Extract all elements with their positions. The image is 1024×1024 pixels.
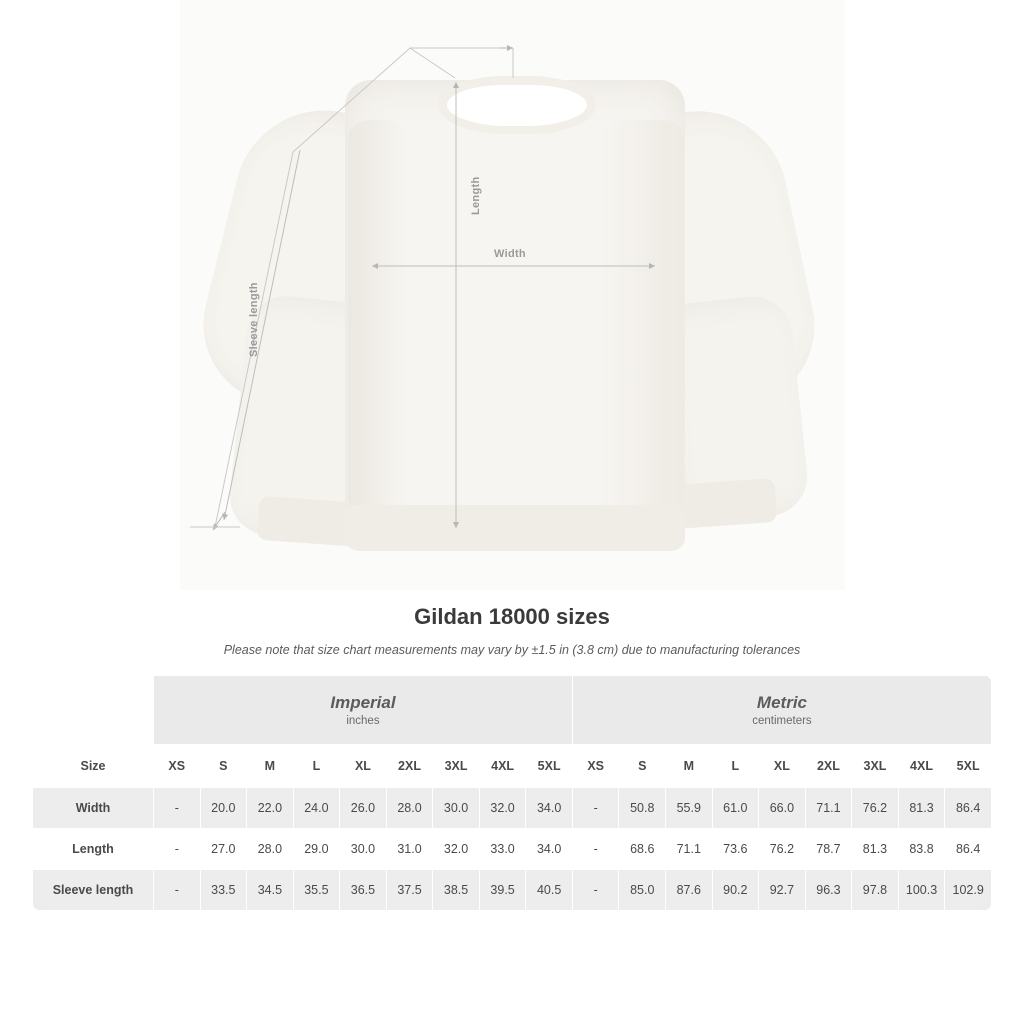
size-header-cell: S [200, 745, 247, 788]
measurement-cell: 36.5 [340, 870, 387, 911]
measurement-cell: 55.9 [666, 788, 713, 829]
measurement-cell: 76.2 [759, 829, 806, 870]
size-table [32, 675, 992, 911]
size-chart [32, 675, 992, 911]
measurement-cell: 32.0 [433, 829, 480, 870]
body-shadow-left [348, 120, 408, 520]
size-header-cell: 4XL [898, 745, 945, 788]
measurement-cell: 29.0 [293, 829, 340, 870]
size-header-label: Size [33, 745, 154, 788]
size-header-cell: M [247, 745, 294, 788]
measurement-cell: 40.5 [526, 870, 573, 911]
label-sleeve-length: Sleeve length [248, 282, 260, 357]
measurement-cell: 78.7 [805, 829, 852, 870]
measurement-cell: - [572, 829, 619, 870]
unit-title: Imperial [330, 692, 396, 712]
measurement-cell: 28.0 [386, 788, 433, 829]
size-header-cell: 2XL [805, 745, 852, 788]
measurement-cell: 32.0 [479, 788, 526, 829]
measurement-cell: 92.7 [759, 870, 806, 911]
size-header-cell: 5XL [945, 745, 992, 788]
table-row [33, 788, 992, 829]
measurement-cell: 38.5 [433, 870, 480, 911]
measurement-cell: - [572, 870, 619, 911]
page-title: Gildan 18000 sizes [414, 604, 610, 629]
measurement-cell: 39.5 [479, 870, 526, 911]
label-width: Width [494, 248, 526, 260]
measurement-cell: 71.1 [666, 829, 713, 870]
unit-header-row [33, 676, 992, 745]
row-label: Sleeve length [33, 870, 154, 911]
measurement-cell: - [154, 829, 201, 870]
unit-subtitle: inches [346, 715, 380, 728]
measurement-cell: 31.0 [386, 829, 433, 870]
measurement-cell: 61.0 [712, 788, 759, 829]
size-header-cell: XL [759, 745, 806, 788]
measurement-cell: 81.3 [852, 829, 899, 870]
measurement-cell: 73.6 [712, 829, 759, 870]
measurement-cell: 26.0 [340, 788, 387, 829]
row-label: Width [33, 788, 154, 829]
size-header-cell: XS [572, 745, 619, 788]
size-header-cell: 2XL [386, 745, 433, 788]
measurement-cell: - [572, 788, 619, 829]
measurement-cell: 34.0 [526, 829, 573, 870]
measurement-cell: 34.0 [526, 788, 573, 829]
size-header-cell: XL [340, 745, 387, 788]
body-shadow-right [600, 120, 684, 520]
unit-header-spacer [33, 676, 154, 745]
measurement-cell: 37.5 [386, 870, 433, 911]
size-header-cell: 4XL [479, 745, 526, 788]
measurement-cell: 24.0 [293, 788, 340, 829]
measurement-cell: 50.8 [619, 788, 666, 829]
measurement-cell: 96.3 [805, 870, 852, 911]
hem-band [345, 505, 685, 551]
measurement-cell: 28.0 [247, 829, 294, 870]
measurement-cell: 83.8 [898, 829, 945, 870]
measurement-cell: 90.2 [712, 870, 759, 911]
size-header-cell: M [666, 745, 713, 788]
measurement-cell: 76.2 [852, 788, 899, 829]
measurement-cell: 97.8 [852, 870, 899, 911]
tolerance-note: Please note that size chart measurements may vary by ±1.5 in (3.8 cm) due to manufacturing tolerances [223, 643, 801, 657]
size-header-cell: S [619, 745, 666, 788]
measurement-cell: 86.4 [945, 788, 992, 829]
measurement-cell: 22.0 [247, 788, 294, 829]
unit-title: Metric [756, 692, 807, 712]
measurement-cell: 68.6 [619, 829, 666, 870]
measurement-cell: 20.0 [200, 788, 247, 829]
table-row [33, 829, 992, 870]
measurement-cell: 34.5 [247, 870, 294, 911]
measurement-cell: 27.0 [200, 829, 247, 870]
measurement-cell: 30.0 [433, 788, 480, 829]
measurement-cell: 66.0 [759, 788, 806, 829]
measurement-cell: 86.4 [945, 829, 992, 870]
measurement-cell: 102.9 [945, 870, 992, 911]
measurement-cell: 71.1 [805, 788, 852, 829]
measurement-cell: 30.0 [340, 829, 387, 870]
measurement-cell: - [154, 788, 201, 829]
unit-header-metric [572, 676, 991, 745]
size-header-cell: L [712, 745, 759, 788]
measurement-cell: 33.5 [200, 870, 247, 911]
size-header-cell: 5XL [526, 745, 573, 788]
sweatshirt-graphic [180, 0, 845, 590]
size-header-cell: 3XL [852, 745, 899, 788]
size-header-cell: L [293, 745, 340, 788]
size-header-cell: 3XL [433, 745, 480, 788]
measurement-cell: 87.6 [666, 870, 713, 911]
size-header-row [33, 745, 992, 788]
measurement-cell: - [154, 870, 201, 911]
label-length: Length [470, 176, 482, 215]
measurement-cell: 81.3 [898, 788, 945, 829]
measurement-cell: 35.5 [293, 870, 340, 911]
measurement-cell: 33.0 [479, 829, 526, 870]
table-row [33, 870, 992, 911]
size-header-cell: XS [154, 745, 201, 788]
unit-header-imperial [154, 676, 573, 745]
measurement-cell: 85.0 [619, 870, 666, 911]
unit-subtitle: centimeters [752, 715, 812, 728]
size-table-body [33, 676, 992, 911]
row-label: Length [33, 829, 154, 870]
title-block [0, 604, 1024, 657]
measurement-cell: 100.3 [898, 870, 945, 911]
collar-opening [452, 88, 582, 126]
